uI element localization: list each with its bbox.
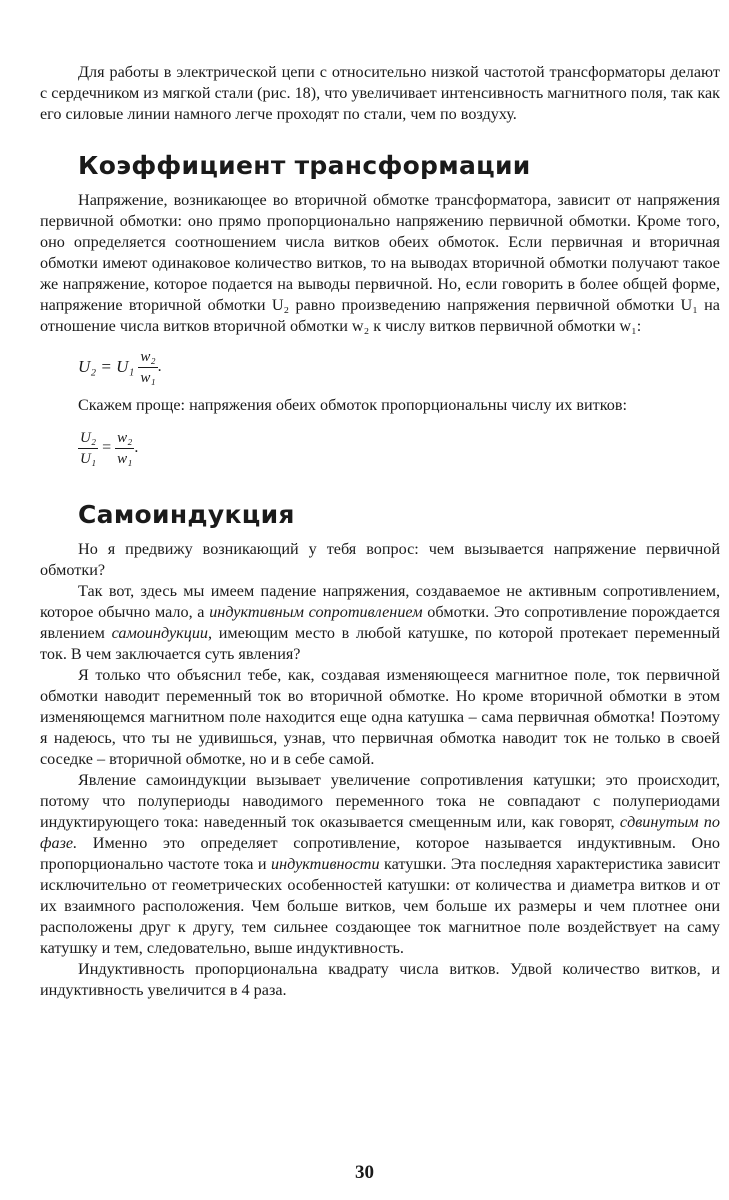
page-content [40, 62, 720, 1001]
formula-right-numerator: w₂ [115, 428, 134, 449]
italic-term-inductance: индуктивности [271, 855, 380, 873]
text-run: катушки. Эта последняя характеристика зависит исключительно от геометрических особенностей катушки: от количества и диаметра витков и от их взаимного расположения. Чем больше витков, чем больше их размеры и чем плотнее они расположены друг к другу, тем сильнее создающее ток магнитное поле воздействует на саму катушку и тем, следовательно, выше индуктивность. [40, 855, 720, 957]
section-heading-self-induction: Самоиндукция [78, 500, 295, 529]
text-run: Так вот, здесь мы имеем падение напряжения, создаваемое не активным сопротивлением, которое обычно мало, а [40, 582, 720, 621]
text-run: обмотки. Это сопротивление порождается явлением [40, 603, 720, 642]
formula-left-fraction [78, 428, 98, 469]
self-induction-paragraph-2 [40, 581, 720, 665]
formula-left-numerator: U₂ [78, 428, 98, 449]
formula-numerator: w₂ [138, 347, 157, 368]
italic-term-phase-shift: сдвинутым по фазе. [40, 813, 720, 852]
text-run: Именно это определяет сопротивление, которое называется индуктивным. Оно пропорционально частоте тока и [40, 834, 720, 873]
section-heading-transformation-ratio: Коэффициент трансформации [78, 151, 531, 180]
formula-equals: = [102, 439, 112, 456]
self-induction-paragraph-3: Я только что объяснил тебе, как, создавая изменяющееся магнитное поле, ток первичной обмотки наводит переменный ток во вторичной обмотке. Но кроме вторичной обмотки в этом изменяющемся магнитном поле находится еще одна катушка – сама первичная обмотка! Поэтому я надеюсь, что ты не удивишься, узнав, что первичная обмотка наводит ток не только в своей соседке – вторичной обмотке, но и в себе самой. [40, 666, 720, 768]
text-run: Явление самоиндукции вызывает увеличение сопротивления катушки; это происходит, потому что полупериоды наводимого переменного тока не совпадают с полупериодами индуктирующего тока: наведенный ток оказывается смещенным или, как говорят, [40, 771, 720, 831]
formula-left-denominator: U₁ [80, 450, 97, 467]
formula-proportion [78, 424, 720, 472]
transformation-paragraph-2: Скажем проще: напряжения обеих обмоток пропорциональны числу их витков: [78, 396, 627, 414]
text-run: , имеющим место в любой катушке, по которой протекает переменный ток. В чем заключается суть явления? [40, 624, 720, 663]
formula-right-denominator: w₁ [117, 450, 133, 467]
transformation-paragraph-1: Напряжение, возникающее во вторичной обмотке трансформатора, зависит от напряжения первичной обмотки: оно прямо пропорционально напряжению первичной обмотки. Кроме того, оно определяется соотношением числа витков обеих обмоток. Если первичная и вторичная обмотки имеют одинаковое количество витков, то на выводах вторичной обмотки получают такое же напряжение, которое подается на выводы первичной. Но, если говорить в более общей форме, напряжение вторичной обмотки U₂ равно произведению напряжения первичной обмотки U₁ на отношение числа витков вторичной обмотки w₂ к числу витков первичной обмотки w₁: [40, 191, 720, 335]
formula2-tail: . [134, 439, 139, 456]
formula-fraction [138, 347, 157, 388]
formula-lhs: U₂ = U₁ [78, 357, 135, 376]
formula-voltage-ratio [78, 345, 720, 389]
self-induction-paragraph-1: Но я предвижу возникающий у тебя вопрос: чем вызывается напряжение первичной обмотки? [40, 540, 720, 579]
page-number: 30 [355, 1162, 374, 1183]
italic-term-self-induction: самоиндукции [111, 624, 209, 642]
formula-right-fraction [115, 428, 134, 469]
italic-term-inductive-resistance: индуктивным сопротивлением [209, 603, 423, 621]
intro-paragraph: Для работы в электрической цепи с относительно низкой частотой трансформаторы делают с сердечником из мягкой стали (рис. 18), что увеличивает интенсивность магнитного поля, так как его силовые линии намного легче проходят по стали, чем по воздуху. [40, 63, 720, 123]
formula-tail: . [157, 358, 162, 375]
formula-denominator: w₁ [140, 369, 156, 386]
self-induction-paragraph-5: Индуктивность пропорциональна квадрату числа витков. Удвой количество витков, и индуктивность увеличится в 4 раза. [40, 960, 720, 999]
self-induction-paragraph-4 [40, 770, 720, 959]
